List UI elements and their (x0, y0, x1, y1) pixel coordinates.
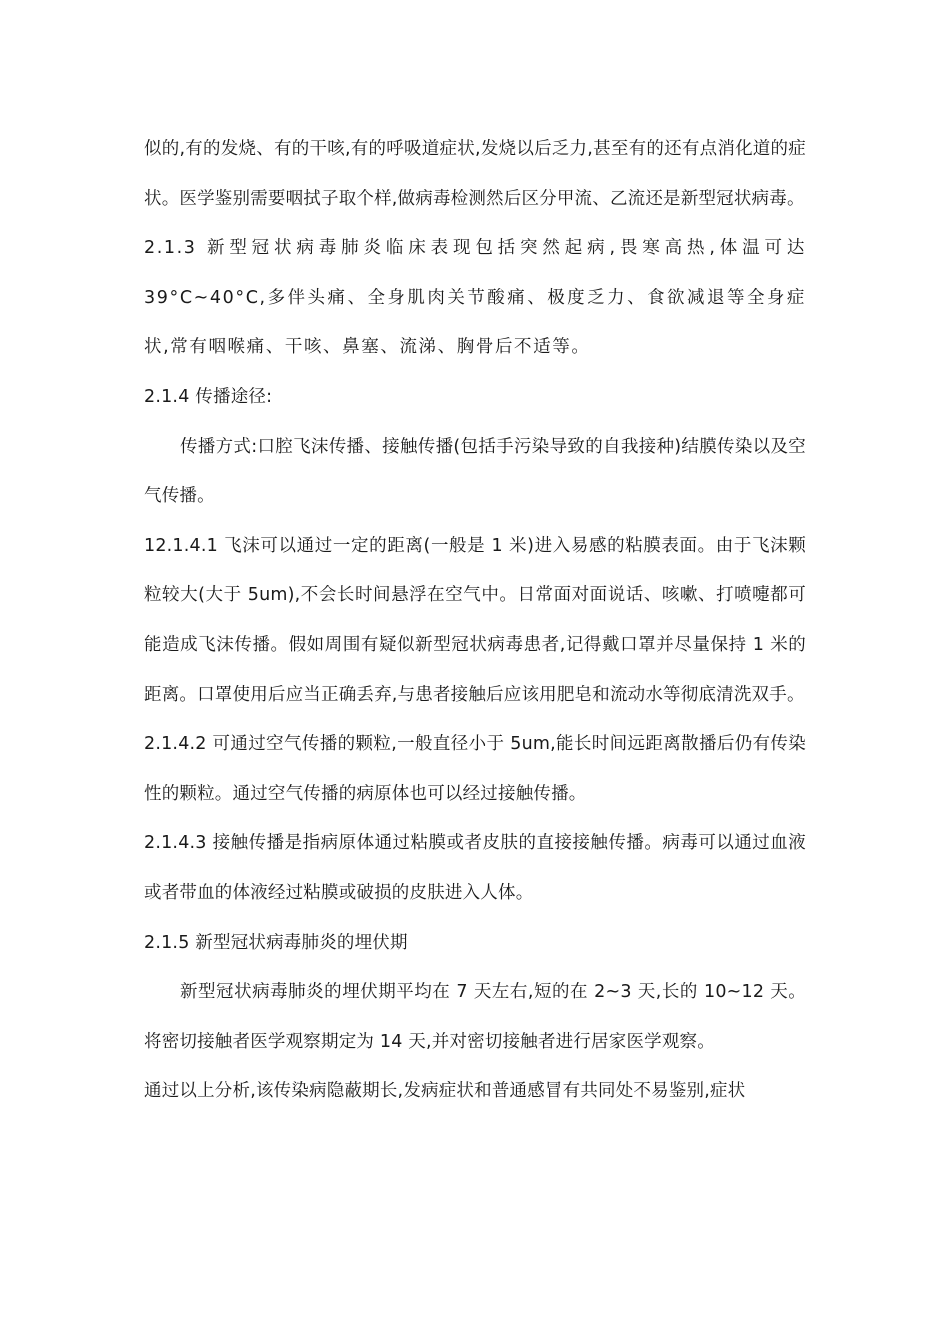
heading-2-1-5-incubation: 2.1.5 新型冠状病毒肺炎的埋伏期 (144, 932, 408, 953)
paragraph-2-1-4-3-contact: 2.1.4.3 接触传播是指病原体通过粘膜或者皮肤的直接接触传播。病毒可以通过血液或者带血的体液经过粘膜或破损的皮肤进入人体。 (144, 833, 806, 903)
paragraph-incubation-period: 新型冠状病毒肺炎的埋伏期平均在 7 天左右,短的在 2~3 天,长的 10~12 天。将密切接触者医学观察期定为 14 天,并对密切接触者进行居家医学观察。 (144, 982, 806, 1052)
paragraph-2-1-4-1-droplet: 12.1.4.1 飞沫可以通过一定的距离(一般是 1 米)进入易感的粘膜表面。由于飞沫颗粒较大(大于 5um),不会长时间悬浮在空气中。日常面对面说话、咳嗽、打喷嚏都可能造成飞沫传播。假如周围有疑似新型冠状病毒患者,记得戴口罩并尽量保持 1 米的距离。口罩使用后应当正确丢弃,与患者接触后应该用肥皂和流动水等彻底清洗双手。 (144, 535, 806, 705)
paragraph-transmission-methods: 传播方式:口腔飞沫传播、接触传播(包括手污染导致的自我接种)结膜传染以及空气传播。 (144, 436, 806, 507)
paragraph-2-1-3-clinical: 2.1.3 新型冠状病毒肺炎临床表现包括突然起病,畏寒高热,体温可达39°C~40°C,多伴头痛、全身肌肉关节酸痛、极度乏力、食欲减退等全身症状,常有咽喉痛、干咳、鼻塞、流涕、胸骨后不适等。 (144, 238, 806, 358)
document-page (144, 125, 806, 1117)
paragraph-2-1-4-2-airborne: 2.1.4.2 可通过空气传播的颗粒,一般直径小于 5um,能长时间远距离散播后仍有传染性的颗粒。通过空气传播的病原体也可以经过接触传播。 (144, 734, 806, 804)
paragraph-analysis: 通过以上分析,该传染病隐蔽期长,发病症状和普通感冒有共同处不易鉴别,症状 (144, 1081, 746, 1102)
paragraph-symptom-comparison: 似的,有的发烧、有的干咳,有的呼吸道症状,发烧以后乏力,甚至有的还有点消化道的症状。医学鉴别需要咽拭子取个样,做病毒检测然后区分甲流、乙流还是新型冠状病毒。 (144, 139, 806, 209)
heading-2-1-4-transmission: 2.1.4 传播途径: (144, 386, 273, 407)
